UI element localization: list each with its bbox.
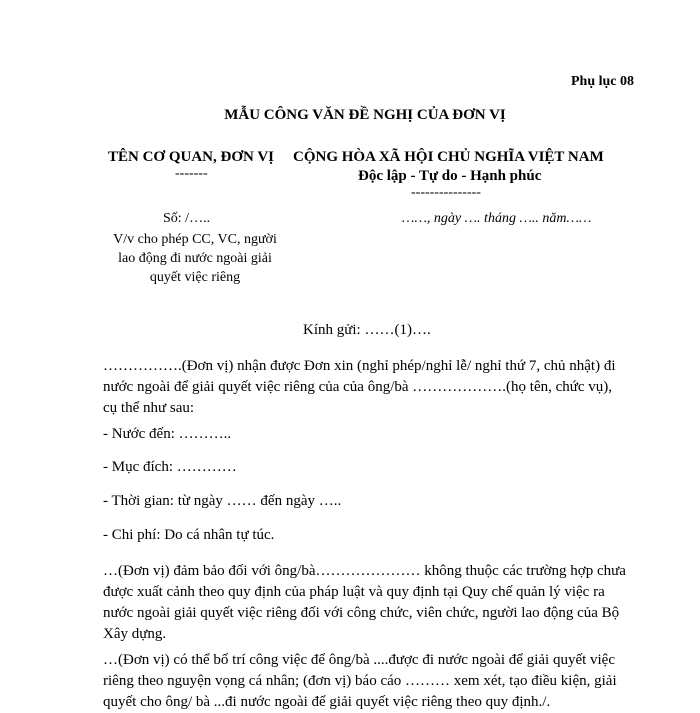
item-duration: - Thời gian: từ ngày …… đến ngày ….. (103, 493, 342, 509)
paragraph-line: quyết cho ông/ bà ...đi nước ngoài để giải quyết việc riêng theo quy định./. (103, 694, 551, 710)
national-motto: Độc lập - Tự do - Hạnh phúc (358, 168, 542, 184)
subject-line: lao động đi nước ngoài giải (118, 251, 272, 266)
paragraph-line: …(Đơn vị) có thể bố trí công việc để ông/bà ....được đi nước ngoài để giải quyết việc (103, 652, 615, 668)
paragraph-line: …………….(Đơn vị) nhận được Đơn xin (nghỉ phép/nghỉ lễ/ nghỉ thứ 7, chủ nhật) đi (103, 358, 616, 374)
agency-name: TÊN CƠ QUAN, ĐƠN VỊ (108, 149, 274, 165)
paragraph-line: riêng theo nguyện vọng cá nhân; (đơn vị) báo cáo ……… xem xét, tạo điều kiện, giải (103, 673, 617, 689)
item-cost: - Chi phí: Do cá nhân tự túc. (103, 527, 275, 543)
subject-block (105, 230, 285, 287)
subject-line: V/v cho phép CC, VC, người (113, 232, 277, 247)
item-destination: - Nước đến: ……….. (103, 426, 232, 442)
motto-underline: --------------- (411, 185, 481, 200)
item-purpose: - Mục đích: ………… (103, 459, 237, 475)
paragraph-line: nước ngoài giải quyết việc riêng đối với công chức, viên chức, người lao động của Bộ (103, 605, 620, 621)
arrangement-paragraph (103, 650, 633, 713)
paragraph-line: cụ thể như sau: (103, 400, 195, 416)
recipient-line: Kính gửi: ……(1)…. (303, 322, 431, 338)
agency-underline: ------- (175, 166, 208, 181)
paragraph-line: được xuất cảnh theo quy định của pháp luật và quy định tại Quy chế quản lý việc ra (103, 584, 605, 600)
paragraph-line: Xây dựng. (103, 626, 167, 642)
paragraph-line: nước ngoài để giải quyết việc riêng của của ông/bà ……………….(họ tên, chức vụ), (103, 379, 613, 395)
appendix-label: Phụ lục 08 (570, 74, 634, 89)
paragraph-line: …(Đơn vị) đảm bảo đối với ông/bà………………… không thuộc các trường hợp chưa (103, 563, 626, 579)
guarantee-paragraph (103, 561, 633, 645)
intro-paragraph (103, 356, 633, 419)
document-number: Số: /….. (163, 211, 211, 226)
subject-line: quyết việc riêng (149, 270, 241, 285)
document-date: ……, ngày …. tháng ….. năm…… (402, 211, 592, 226)
document-title: MẪU CÔNG VĂN ĐỀ NGHỊ CỦA ĐƠN VỊ (224, 107, 506, 123)
nation-name: CỘNG HÒA XÃ HỘI CHỦ NGHĨA VIỆT NAM (293, 149, 604, 165)
